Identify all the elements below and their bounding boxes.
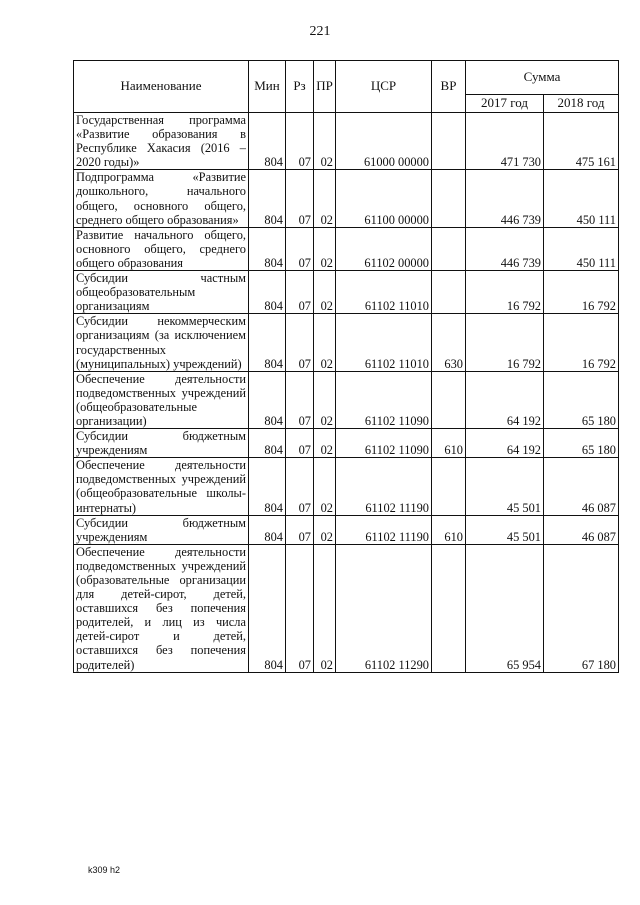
header-rz: Рз <box>286 61 314 113</box>
row-name: Обеспечение деятельности подведомственных учреждений (общеобразовательные школы-интернаты) <box>74 458 249 515</box>
table-row <box>74 371 619 428</box>
table-row <box>74 544 619 672</box>
row-sum-2017: 64 192 <box>466 371 544 428</box>
row-min: 804 <box>249 314 286 371</box>
row-name: Обеспечение деятельности подведомственных учреждений (общеобразовательные организации) <box>74 371 249 428</box>
row-csr: 61102 11090 <box>336 371 432 428</box>
row-csr: 61102 00000 <box>336 227 432 270</box>
row-sum-2017: 16 792 <box>466 314 544 371</box>
row-pr: 02 <box>314 458 336 515</box>
table-row <box>74 458 619 515</box>
row-sum-2018: 65 180 <box>544 429 619 458</box>
row-min: 804 <box>249 113 286 170</box>
row-vr <box>432 458 466 515</box>
row-pr: 02 <box>314 227 336 270</box>
row-name: Подпрограмма «Развитие дошкольного, начального общего, основного общего, среднего общего образования» <box>74 170 249 227</box>
row-min: 804 <box>249 227 286 270</box>
row-pr: 02 <box>314 371 336 428</box>
row-vr: 630 <box>432 314 466 371</box>
row-sum-2018: 16 792 <box>544 314 619 371</box>
row-vr <box>432 271 466 314</box>
row-vr <box>432 170 466 227</box>
row-rz: 07 <box>286 429 314 458</box>
row-vr: 610 <box>432 515 466 544</box>
header-year-2017: 2017 год <box>466 95 544 113</box>
row-sum-2017: 471 730 <box>466 113 544 170</box>
header-vr: ВР <box>432 61 466 113</box>
row-csr: 61100 00000 <box>336 170 432 227</box>
row-pr: 02 <box>314 113 336 170</box>
table-row <box>74 113 619 170</box>
row-rz: 07 <box>286 170 314 227</box>
row-sum-2018: 16 792 <box>544 271 619 314</box>
header-csr: ЦСР <box>336 61 432 113</box>
row-min: 804 <box>249 271 286 314</box>
table-row <box>74 170 619 227</box>
row-name: Субсидии бюджетным учреждениям <box>74 515 249 544</box>
budget-table <box>73 60 619 673</box>
row-min: 804 <box>249 371 286 428</box>
row-sum-2018: 46 087 <box>544 458 619 515</box>
row-vr <box>432 544 466 672</box>
row-sum-2017: 446 739 <box>466 170 544 227</box>
row-sum-2017: 16 792 <box>466 271 544 314</box>
row-min: 804 <box>249 515 286 544</box>
row-rz: 07 <box>286 515 314 544</box>
row-sum-2017: 64 192 <box>466 429 544 458</box>
row-min: 804 <box>249 429 286 458</box>
row-csr: 61102 11090 <box>336 429 432 458</box>
footer-code: k309 h2 <box>88 865 121 875</box>
row-sum-2017: 45 501 <box>466 515 544 544</box>
row-sum-2018: 46 087 <box>544 515 619 544</box>
row-vr <box>432 371 466 428</box>
table-row <box>74 271 619 314</box>
row-csr: 61102 11010 <box>336 271 432 314</box>
row-pr: 02 <box>314 170 336 227</box>
table-row <box>74 429 619 458</box>
row-sum-2017: 45 501 <box>466 458 544 515</box>
row-min: 804 <box>249 458 286 515</box>
row-pr: 02 <box>314 429 336 458</box>
row-pr: 02 <box>314 515 336 544</box>
row-pr: 02 <box>314 271 336 314</box>
header-min: Мин <box>249 61 286 113</box>
row-csr: 61102 11190 <box>336 515 432 544</box>
row-sum-2018: 450 111 <box>544 227 619 270</box>
row-vr: 610 <box>432 429 466 458</box>
table-header <box>74 61 619 113</box>
row-name: Субсидии частным общеобразовательным организациям <box>74 271 249 314</box>
table-body <box>74 113 619 673</box>
row-rz: 07 <box>286 271 314 314</box>
row-csr: 61000 00000 <box>336 113 432 170</box>
row-name: Обеспечение деятельности подведомственных учреждений (образовательные организации для детей-сирот, детей, оставшихся без попечения родителей, и лиц из числа детей-сирот и детей, оставшихся без попечения родителей) <box>74 544 249 672</box>
table-row <box>74 314 619 371</box>
row-sum-2017: 65 954 <box>466 544 544 672</box>
row-sum-2018: 65 180 <box>544 371 619 428</box>
header-sum: Сумма <box>466 61 619 95</box>
header-pr: ПР <box>314 61 336 113</box>
table-row <box>74 227 619 270</box>
header-year-2018: 2018 год <box>544 95 619 113</box>
row-name: Субсидии бюджетным учреждениям <box>74 429 249 458</box>
row-sum-2018: 450 111 <box>544 170 619 227</box>
row-pr: 02 <box>314 544 336 672</box>
row-min: 804 <box>249 544 286 672</box>
row-rz: 07 <box>286 458 314 515</box>
row-sum-2018: 475 161 <box>544 113 619 170</box>
row-rz: 07 <box>286 113 314 170</box>
row-csr: 61102 11190 <box>336 458 432 515</box>
row-rz: 07 <box>286 314 314 371</box>
table-row <box>74 515 619 544</box>
page-number: 221 <box>309 24 331 39</box>
row-name: Развитие начального общего, основного общего, среднего общего образования <box>74 227 249 270</box>
row-csr: 61102 11290 <box>336 544 432 672</box>
row-sum-2017: 446 739 <box>466 227 544 270</box>
row-vr <box>432 113 466 170</box>
row-pr: 02 <box>314 314 336 371</box>
row-name: Государственная программа «Развитие образования в Республике Хакасия (2016 – 2020 годы)» <box>74 113 249 170</box>
row-min: 804 <box>249 170 286 227</box>
row-rz: 07 <box>286 371 314 428</box>
row-rz: 07 <box>286 227 314 270</box>
header-name: Наименование <box>74 61 249 113</box>
row-csr: 61102 11010 <box>336 314 432 371</box>
row-rz: 07 <box>286 544 314 672</box>
row-name: Субсидии некоммерческим организациям (за исключением государственных (муниципальных) учреждений) <box>74 314 249 371</box>
row-vr <box>432 227 466 270</box>
row-sum-2018: 67 180 <box>544 544 619 672</box>
